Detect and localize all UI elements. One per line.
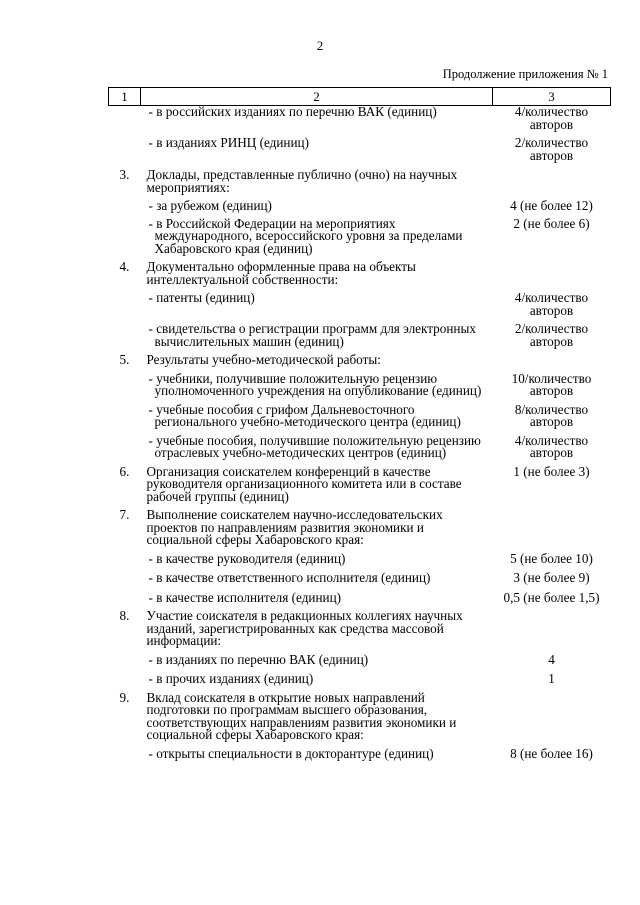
criterion-cell [141,131,493,162]
points-value [493,686,611,742]
points-value: 5 (не более 10) [510,550,593,566]
page-number: 2 [316,38,324,53]
row-number [109,585,141,605]
section-heading: Вклад соискателя в открытие новых направлений подготовки по программам высшего образования, соответствующих направлениям развития экономики и социальной сферы Хабаровского края: [146,689,457,742]
table-row [109,648,611,667]
criterion-cell [141,742,493,761]
sub-item-text: - открыты специальности в докторантуре (единиц) [148,745,434,761]
row-number [109,648,141,667]
points-value: 0,5 (не более 1,5) [503,589,600,605]
table-row [109,213,611,256]
points-value [493,255,611,286]
sub-item-text: - в качестве руководителя (единиц) [148,550,346,566]
table-row [109,503,611,547]
section-heading: Результаты учебно-методической работы: [146,352,381,367]
header-col-1: 1 [109,88,141,106]
points-value [493,348,611,367]
points-value: 3 (не более 9) [513,570,590,585]
points-value: 4/количество авторов [514,104,589,132]
table-row [109,194,611,213]
points-value: 4 (не более 12) [510,198,593,213]
criterion-cell [141,460,493,504]
row-number: 5. [119,352,130,367]
points-value: 1 (не более 3) [513,463,590,479]
points-value: 8/количество авторов [514,401,589,429]
section-heading: Доклады, представленные публично (очно) на научных мероприятиях: [146,167,458,195]
sub-item-text: - учебные пособия с грифом Дальневосточного регионального учебно-методического центра (единиц) [148,401,461,429]
criterion-cell [141,429,493,460]
criterion-cell [141,648,493,667]
table-row [109,398,611,429]
section-heading: Документально оформленные права на объекты интеллектуальной собственности: [146,259,416,287]
criterion-cell [141,286,493,317]
row-number [109,213,141,256]
criterion-cell [141,686,493,742]
sub-item-text: - в Российской Федерации на мероприятиях международного, всероссийского уровня за пределами Хабаровского края (единиц) [148,215,463,256]
criterion-cell [141,194,493,213]
table-row [109,286,611,317]
row-number: 4. [119,259,130,274]
sub-item-text: - патенты (единиц) [148,290,255,305]
table-row [109,106,611,132]
row-number [109,398,141,429]
points-value: 4/количество авторов [514,290,589,318]
points-value: 4 [548,651,555,667]
sub-item-text: - учебники, получившие положительную рецензию уполномоченного учреждения на опубликование (единиц) [148,370,482,398]
continuation-caption: Продолжение приложения № 1 [442,67,608,81]
table-header-row [109,88,611,106]
table-row [109,547,611,566]
points-value [493,503,611,547]
criterion-cell [141,162,493,194]
table-row [109,666,611,686]
sub-item-text: - в качестве исполнителя (единиц) [148,589,342,605]
criterion-cell [141,565,493,585]
section-heading: Организация соискателем конференций в качестве руководителя организационного комитета или в составе рабочей группы (единиц) [146,463,462,504]
table-row [109,565,611,585]
points-value: 1 [548,671,555,686]
section-heading: Выполнение соискателем научно-исследовательских проектов по направлениям развития экономики и социальной сферы Хабаровского края: [146,507,443,547]
points-value: 2/количество авторов [514,321,589,349]
criterion-cell [141,317,493,348]
row-number [109,742,141,761]
criterion-cell [141,666,493,686]
criterion-cell [141,255,493,286]
sub-item-text: - в прочих изданиях (единиц) [148,671,314,686]
points-value: 10/количество авторов [511,370,592,398]
table-row [109,162,611,194]
table-row [109,348,611,367]
row-number [109,317,141,348]
row-number [109,367,141,398]
sub-item-text: - в российских изданиях по перечню ВАК (единиц) [148,104,437,119]
criterion-cell [141,398,493,429]
points-value: 2 (не более 6) [513,215,590,231]
criteria-table [108,87,611,760]
table-row [109,585,611,605]
sub-item-text: - в изданиях РИНЦ (единиц) [148,135,309,150]
table-row [109,742,611,761]
section-heading: Участие соискателя в редакционных коллегиях научных изданий, зарегистрированных как средства массовой информации: [146,608,463,648]
points-value: 2/количество авторов [514,135,589,163]
sub-item-text: - свидетельства о регистрации программ для электронных вычислительных машин (единиц) [148,321,476,349]
sub-item-text: - учебные пособия, получившие положительную рецензию отраслевых учебно-методических центров (единиц) [148,432,481,460]
table-body [109,106,611,761]
criterion-cell [141,503,493,547]
table-row [109,460,611,504]
row-number: 6. [119,463,130,479]
points-value: 4/количество авторов [514,432,589,460]
criterion-cell [141,604,493,648]
table-row [109,317,611,348]
row-number: 3. [119,167,130,182]
header-col-2: 2 [141,88,493,106]
points-value [493,604,611,648]
table-row [109,255,611,286]
row-number [109,194,141,213]
row-number [109,286,141,317]
table-row [109,131,611,162]
criterion-cell [141,585,493,605]
row-number [109,666,141,686]
header-col-3: 3 [493,88,611,106]
row-number [109,547,141,566]
sub-item-text: - за рубежом (единиц) [148,198,272,213]
table-row [109,429,611,460]
table-row [109,686,611,742]
row-number [109,106,141,132]
criterion-cell [141,213,493,256]
table-row [109,604,611,648]
criterion-cell [141,348,493,367]
row-number: 8. [119,608,130,623]
points-value [493,162,611,194]
criterion-cell [141,547,493,566]
points-value: 8 (не более 16) [510,745,593,761]
sub-item-text: - в изданиях по перечню ВАК (единиц) [148,651,369,667]
row-number [109,429,141,460]
row-number: 7. [119,507,130,522]
criterion-cell [141,106,493,132]
sub-item-text: - в качестве ответственного исполнителя (единиц) [148,570,431,585]
row-number [109,565,141,585]
row-number: 9. [119,689,130,705]
criterion-cell [141,367,493,398]
row-number [109,131,141,162]
table-row [109,367,611,398]
